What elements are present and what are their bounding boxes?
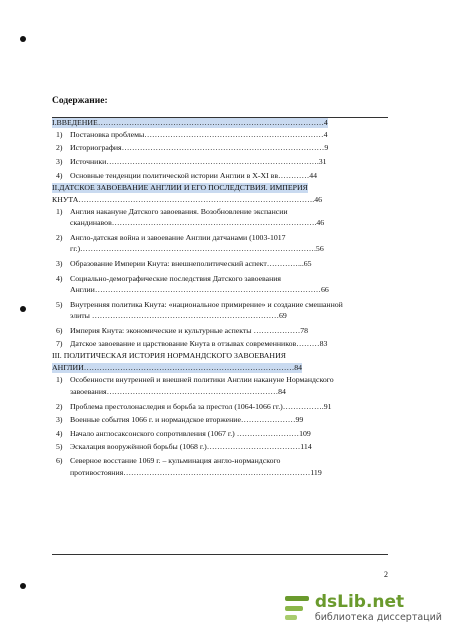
toc-item-number: 7) bbox=[56, 339, 63, 348]
toc-row bbox=[52, 387, 388, 402]
toc-item-number: 5) bbox=[56, 300, 63, 309]
toc-item-text: Социально-демографические последствия Датского завоевания bbox=[70, 274, 282, 283]
toc-section-title: АНГЛИИ………………………………………………………………………84 bbox=[52, 363, 303, 372]
toc-item-continuation: гг.)……………………………………………………………………………….56 bbox=[70, 244, 324, 253]
toc-row bbox=[52, 118, 388, 130]
toc-item-text: Англия накануне Датского завоевания. Возобновление экспансии bbox=[70, 207, 288, 216]
toc-row bbox=[52, 130, 388, 143]
toc-row bbox=[52, 259, 388, 274]
toc-row bbox=[52, 402, 388, 415]
watermark bbox=[285, 594, 442, 623]
toc-item-number: 4) bbox=[56, 429, 63, 438]
toc-row bbox=[52, 442, 388, 456]
toc-row bbox=[52, 326, 388, 339]
toc-item-text: Внутренняя политика Кнута: «национальное примирение» и создание смешанной bbox=[70, 300, 343, 309]
toc-item-number: 2) bbox=[56, 143, 63, 152]
toc-row bbox=[52, 285, 388, 300]
toc-item-number: 2) bbox=[56, 402, 63, 411]
toc-row bbox=[52, 456, 388, 468]
toc-item-text: Эскалация вооружённой борьбы (1068 г.)………………………………114 bbox=[70, 442, 312, 451]
toc-item-text: Северное восстание 1069 г. – кульминация англо-нормандского bbox=[70, 456, 281, 465]
toc-item-continuation: завоевания…………………………………………………………84 bbox=[70, 387, 286, 396]
toc-row bbox=[52, 171, 388, 183]
toc-item-number: 1) bbox=[56, 207, 63, 216]
toc-item-text: Постановка проблемы……………………………………………………………4 bbox=[70, 130, 328, 139]
watermark-site: dsLib.net bbox=[314, 592, 405, 612]
toc-section-title: III. ПОЛИТИЧЕСКАЯ ИСТОРИЯ НОРМАНДСКОГО ЗАВОЕВАНИЯ bbox=[52, 351, 286, 360]
toc-item-continuation: элиты ………………………………………………………………69 bbox=[70, 311, 287, 320]
toc-row bbox=[52, 207, 388, 218]
toc-row bbox=[52, 415, 388, 429]
table-bottom-rule bbox=[52, 554, 388, 555]
toc-item-text: Основные тенденции политической истории Англии в X-XI вв…………44 bbox=[70, 171, 318, 180]
dslib-logo-icon bbox=[285, 596, 309, 620]
toc-section-title: I.ВВЕДЕНИЕ……………………………………………………………………………4 bbox=[52, 118, 328, 127]
toc-row bbox=[52, 300, 388, 311]
toc-heading: Содержание: bbox=[52, 96, 108, 106]
toc-row bbox=[52, 351, 388, 363]
watermark-subtitle: библиотека диссертаций bbox=[314, 612, 442, 623]
toc-row bbox=[52, 233, 388, 244]
toc-item-text: Проблема престолонаследия и борьба за престол (1064-1066 гг.)…………….91 bbox=[70, 402, 332, 411]
margin-dot-top bbox=[20, 36, 26, 42]
toc-item-number: 3) bbox=[56, 259, 63, 268]
toc-section-title: II.ДАТСКОЕ ЗАВОЕВАНИЕ АНГЛИИ И ЕГО ПОСЛЕДСТВИЯ. ИМПЕРИЯ bbox=[52, 183, 308, 192]
toc-item-number: 6) bbox=[56, 326, 63, 335]
table-of-contents bbox=[52, 118, 388, 481]
toc-row bbox=[52, 339, 388, 351]
toc-item-text: Источники……………………………………………………………………….31 bbox=[70, 157, 327, 166]
toc-row bbox=[52, 244, 388, 259]
toc-item-continuation: скандинавов…………………………………………………………………….46 bbox=[70, 218, 325, 227]
toc-item-text: Военные события 1066 г. и нормандское вторжение…………………99 bbox=[70, 415, 304, 424]
toc-item-number: 1) bbox=[56, 130, 63, 139]
toc-row bbox=[52, 218, 388, 233]
toc-row bbox=[52, 429, 388, 442]
toc-item-number: 5) bbox=[56, 442, 63, 451]
toc-item-number: 1) bbox=[56, 375, 63, 384]
margin-dot-bottom bbox=[20, 583, 26, 589]
toc-row bbox=[52, 363, 388, 375]
toc-item-number: 3) bbox=[56, 157, 63, 166]
margin-dot-middle bbox=[20, 306, 26, 312]
toc-item-text: Образование Империи Кнута: внешнеполитический аспект…………...65 bbox=[70, 259, 312, 268]
toc-item-continuation: противостояния………………………………………………………………119 bbox=[70, 468, 322, 477]
toc-row bbox=[52, 143, 388, 157]
toc-item-text: Особенности внутренней и внешней политики Англии накануне Нормандского bbox=[70, 375, 334, 384]
toc-item-number: 3) bbox=[56, 415, 63, 424]
toc-item-text: Англо-датская война и завоевание Англии датчанами (1003-1017 bbox=[70, 233, 286, 242]
toc-row bbox=[52, 311, 388, 326]
toc-item-number: 6) bbox=[56, 456, 63, 465]
toc-item-number: 4) bbox=[56, 171, 63, 180]
toc-row bbox=[52, 157, 388, 171]
toc-item-text: Империя Кнута: экономические и культурные аспекты ………………78 bbox=[70, 326, 309, 335]
toc-item-continuation: Англии……………………………………………………………………………66 bbox=[70, 285, 329, 294]
toc-row bbox=[52, 274, 388, 285]
toc-section-title: КНУТА……………………………………………………………………………….46 bbox=[52, 195, 323, 204]
toc-item-number: 2) bbox=[56, 233, 63, 242]
toc-row bbox=[52, 183, 388, 195]
toc-item-text: Датское завоевание и царствование Кнута в отзывах современников………83 bbox=[70, 339, 328, 348]
page-number: 2 bbox=[384, 570, 388, 579]
toc-item-number: 4) bbox=[56, 274, 63, 283]
toc-item-text: Историография……………………………………………………………………9 bbox=[70, 143, 329, 152]
toc-row bbox=[52, 195, 388, 207]
toc-row bbox=[52, 468, 388, 481]
toc-item-text: Начало англосаксонского сопротивления (1067 г.) ……………………109 bbox=[70, 429, 311, 438]
toc-row bbox=[52, 375, 388, 387]
